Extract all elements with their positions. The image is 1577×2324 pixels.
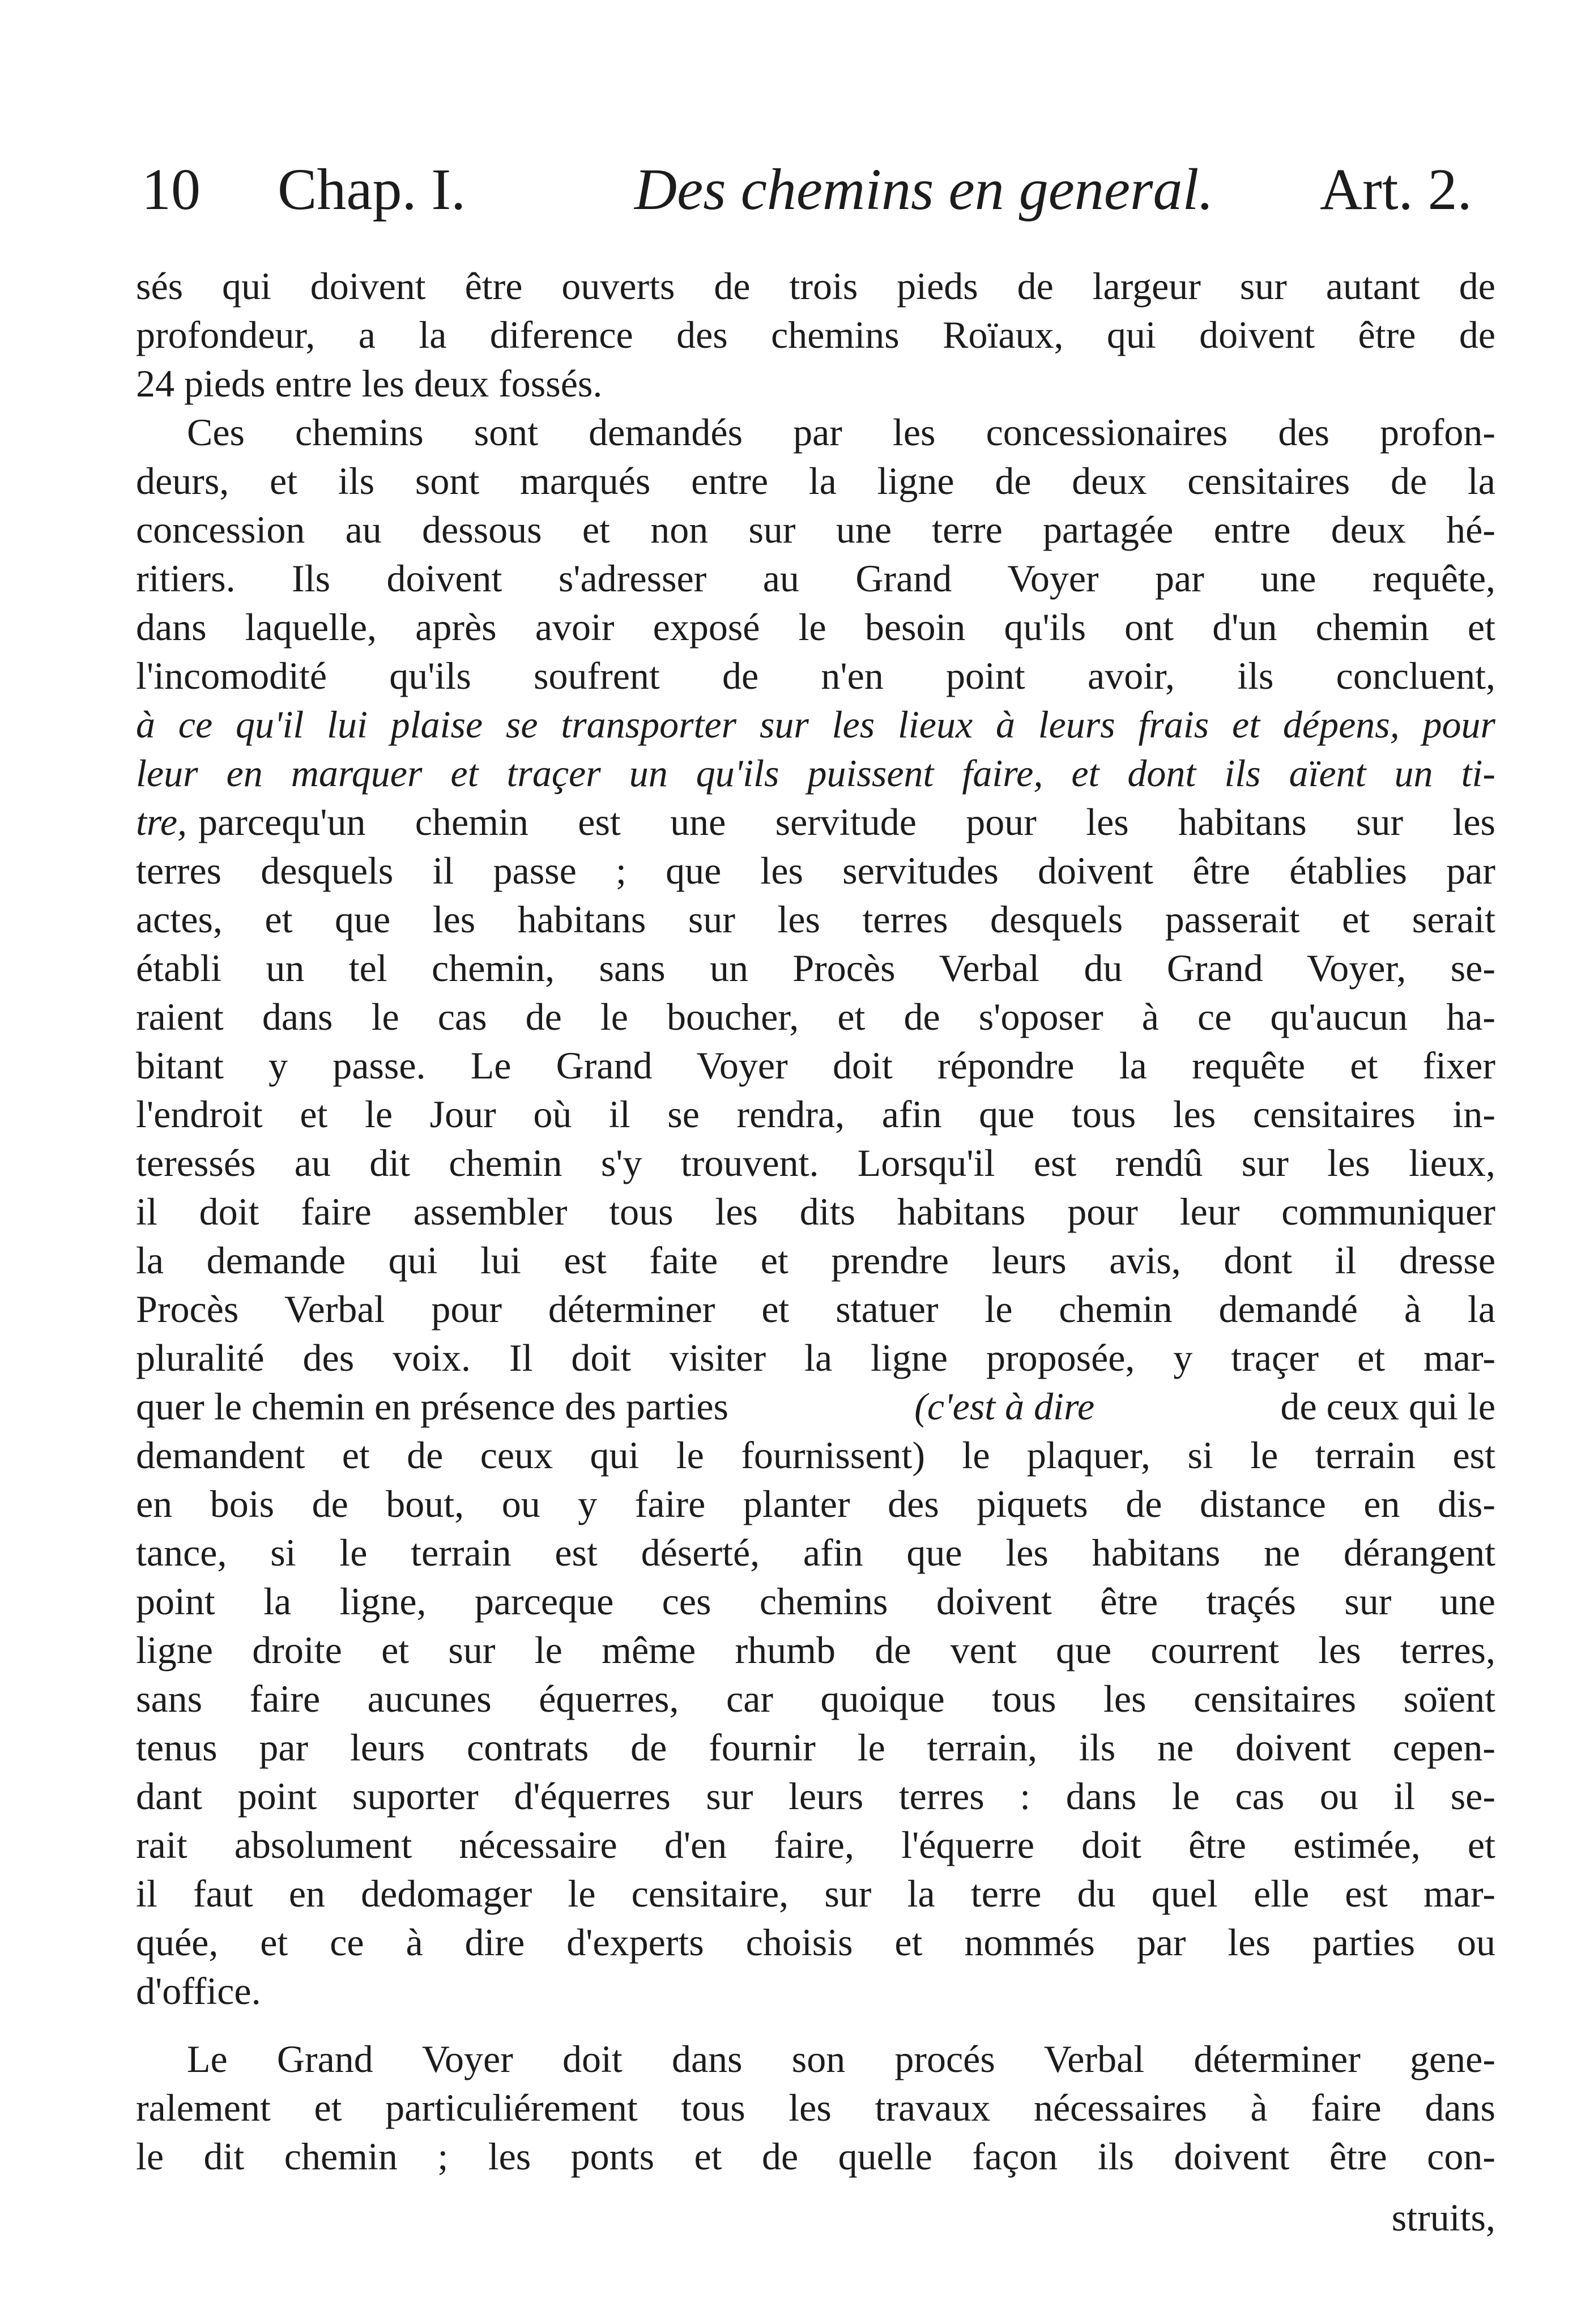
text-line: quée, et ce à dire d'experts choisis et nommés par les parties ou (136, 1921, 1495, 1964)
text-line: il doit faire assembler tous les dits habitans pour leur communiquer (136, 1190, 1495, 1233)
text-line: sés qui doivent être ouverts de trois pieds de largeur sur autant de (136, 265, 1495, 308)
text-line: ritiers. Ils doivent s'adresser au Grand Voyer par une requête, (136, 557, 1495, 600)
text-line: établi un tel chemin, sans un Procès Verbal du Grand Voyer, se- (136, 946, 1495, 990)
text-line: à ce qu'il lui plaise se transporter sur les lieux à leurs frais et dépens, pour (136, 703, 1495, 746)
text-line: 24 pieds entre les deux fossés. (136, 362, 603, 405)
text-line: sans faire aucunes équerres, car quoique tous les censitaires soïent (136, 1677, 1495, 1720)
text-fragment: quer le chemin en présence des parties (136, 1385, 728, 1428)
text-line: en bois de bout, ou y faire planter des piquets de distance en dis- (136, 1482, 1495, 1525)
text-line-composite (136, 796, 1495, 847)
catchword: struits, (1391, 2196, 1495, 2239)
text-line: raient dans le cas de le boucher, et de s'oposer à ce qu'aucun ha- (136, 995, 1495, 1038)
text-line: Le Grand Voyer doit dans son procés Verbal déterminer gene- (187, 2037, 1495, 2080)
text-line: tenus par leurs contrats de fournir le terrain, ils ne doivent cepen- (136, 1726, 1495, 1769)
text-line: d'office. (136, 1969, 261, 2012)
text-line: l'incomodité qu'ils soufrent de n'en point avoir, ils concluent, (136, 654, 1495, 697)
text-line: deurs, et ils sont marqués entre la ligne de deux censitaires de la (136, 459, 1495, 502)
text-line: Procès Verbal pour déterminer et statuer le chemin demandé à la (136, 1287, 1495, 1331)
text-fragment: (c'est à dire (914, 1385, 1095, 1428)
text-line: demandent et de ceux qui le fournissent) le plaquer, si le terrain est (136, 1434, 1495, 1477)
text-line: point la ligne, parceque ces chemins doivent être traçés sur une (136, 1580, 1495, 1623)
running-header (142, 153, 1501, 227)
text-line: ralement et particuliérement tous les travaux nécessaires à faire dans (136, 2086, 1495, 2129)
text-fragment: tre, (136, 800, 187, 843)
chapter-label: Chap. I. (278, 157, 466, 222)
article-label: Art. 2. (1320, 157, 1472, 222)
text-line: actes, et que les habitans sur les terres desquels passerait et serait (136, 898, 1495, 941)
running-title: Des chemins en general. (634, 157, 1214, 222)
text-line: pluralité des voix. Il doit visiter la ligne proposée, y traçer et mar- (136, 1336, 1495, 1379)
page-number: 10 (142, 157, 201, 222)
text-line: il faut en dedomager le censitaire, sur la terre du quel elle est mar- (136, 1872, 1495, 1915)
text-line: teressés au dit chemin s'y trouvent. Lorsqu'il est rendû sur les lieux, (136, 1141, 1495, 1184)
text-line: le dit chemin ; les ponts et de quelle façon ils doivent être con- (136, 2135, 1495, 2178)
text-line: ligne droite et sur le même rhumb de vent que courrent les terres, (136, 1628, 1495, 1671)
text-line-composite (136, 1381, 1495, 1432)
text-line: dans laquelle, après avoir exposé le besoin qu'ils ont d'un chemin et (136, 605, 1495, 649)
text-line: concession au dessous et non sur une terre partagée entre deux hé- (136, 508, 1495, 551)
text-line: la demande qui lui est faite et prendre leurs avis, dont il dresse (136, 1239, 1495, 1282)
text-fragment: de ceux qui le (1280, 1385, 1495, 1428)
text-line: leur en marquer et traçer un qu'ils puissent faire, et dont ils aïent un ti- (136, 752, 1495, 795)
text-line: l'endroit et le Jour où il se rendra, afin que tous les censitaires in- (136, 1093, 1495, 1136)
text-line: terres desquels il passe ; que les servitudes doivent être établies par (136, 849, 1495, 892)
text-line: bitant y passe. Le Grand Voyer doit répondre la requête et fixer (136, 1044, 1495, 1087)
text-line: profondeur, a la diference des chemins Roïaux, qui doivent être de (136, 313, 1495, 356)
text-line: Ces chemins sont demandés par les concessionaires des profon- (187, 411, 1495, 454)
text-line: rait absolument nécessaire d'en faire, l'équerre doit être estimée, et (136, 1823, 1495, 1866)
text-line: dant point suporter d'équerres sur leurs terres : dans le cas ou il se- (136, 1775, 1495, 1818)
text-line: tance, si le terrain est déserté, afin que les habitans ne dérangent (136, 1531, 1495, 1574)
text-fragment: parcequ'un chemin est une servitude pour les habitans sur les (198, 800, 1495, 843)
